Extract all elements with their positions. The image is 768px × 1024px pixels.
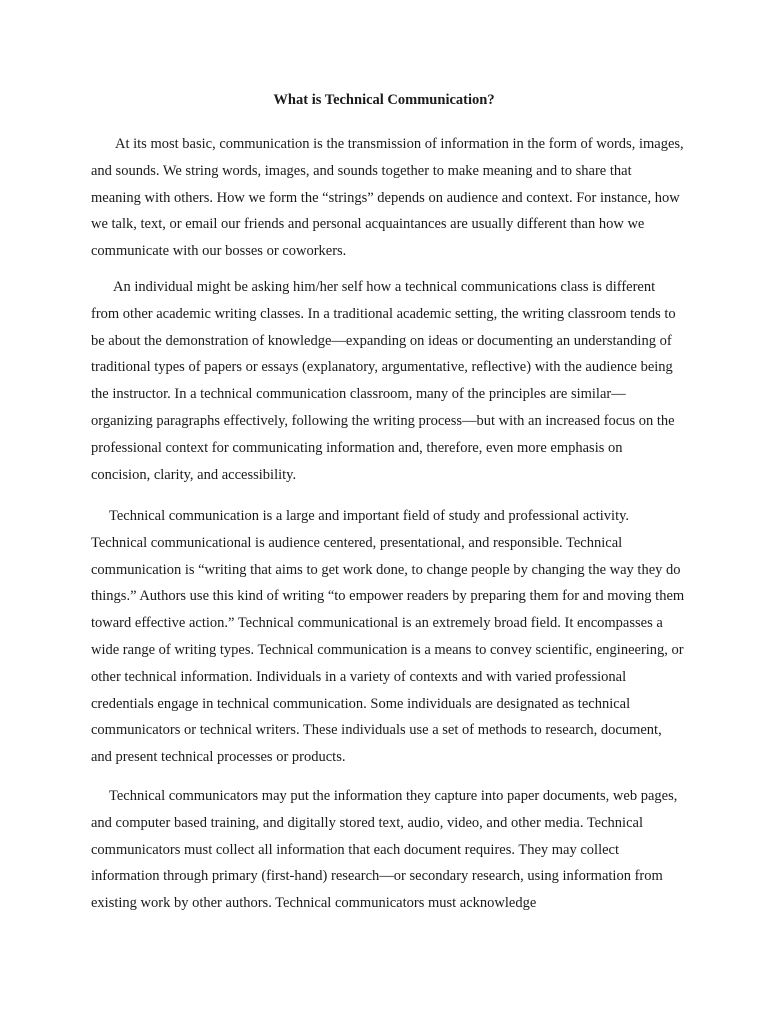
paragraph-3: Technical communication is a large and important field of study and professional activity. Technical communicational is audience centered, presentational, and responsible. Technical communication is “writing that aims to get work done, to change people by changing the way they do things.” Authors use this kind of writing “to empower readers by preparing them for and moving them toward effective action.” Technical communicational is an extremely broad field. It encompasses a wide range of writing types. Technical communication is a means to convey scientific, engineering, or other technical information. Individuals in a variety of contexts and with varied professional credentials engage in technical communication. Some individuals are designated as technical communicators or technical writers. These individuals use a set of methods to research, document, and present technical processes or products. <box>91 508 685 766</box>
paragraph-1: At its most basic, communication is the transmission of information in the form of words, images, and sounds. We string words, images, and sounds together to make meaning and to share that meaning with others. How we form the “strings” depends on audience and context. For instance, how we talk, text, or email our friends and personal acquaintances are usually different than how we communicate with our bosses or coworkers. <box>91 136 684 260</box>
document-title: What is Technical Communication? <box>273 92 495 108</box>
paragraph-4: Technical communicators may put the information they capture into paper documents, web pages, and computer based training, and digitally stored text, audio, video, and other media. Technical communicators must collect all information that each document requires. They may collect information through primary (first-hand) research—or secondary research, using information from existing work by other authors. Technical communicators must acknowledge <box>91 788 678 912</box>
paragraph-2: An individual might be asking him/her self how a technical communications class is different from other academic writing classes. In a traditional academic setting, the writing classroom tends to be about the demonstration of knowledge—expanding on ideas or documenting an understanding of traditional types of papers or essays (explanatory, argumentative, reflective) with the audience being the instructor. In a technical communication classroom, many of the principles are similar—organizing paragraphs effectively, following the writing process—but with an increased focus on the professional context for communicating information and, therefore, even more emphasis on concision, clarity, and accessibility. <box>91 279 676 483</box>
